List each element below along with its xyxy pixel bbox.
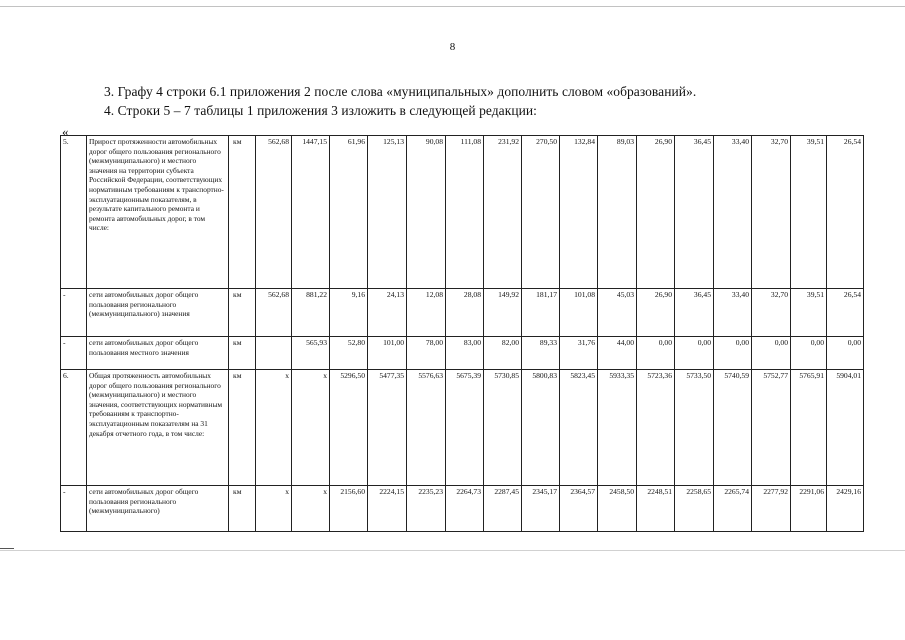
- value-cell: 2277,92: [752, 486, 791, 532]
- value-cell: 0,00: [752, 337, 791, 370]
- value-cell: 270,50: [522, 136, 560, 289]
- value-cell: 2265,74: [714, 486, 752, 532]
- value-cell: 5765,91: [791, 370, 827, 486]
- value-cell: [256, 337, 292, 370]
- value-cell: 101,00: [368, 337, 407, 370]
- scan-edge-bottom: [0, 550, 905, 551]
- value-cell: 0,00: [637, 337, 675, 370]
- value-cell: 31,76: [560, 337, 598, 370]
- value-cell: 36,45: [675, 289, 714, 337]
- value-cell: 0,00: [714, 337, 752, 370]
- value-cell: 181,17: [522, 289, 560, 337]
- row-description: Прирост протяженности автомобильных дорог общего пользования регионального (межмуниципального) и местного значения на территории субъекта Российской Федерации, соответствующих нормативным требованиям к транспортно-эксплуатационным показателям, в результате капитального ремонта и ремонта автомобильных дорог, в том числе:: [87, 136, 229, 289]
- value-cell: 5752,77: [752, 370, 791, 486]
- value-cell: х: [292, 370, 330, 486]
- value-cell: 132,84: [560, 136, 598, 289]
- indicator-table: [60, 135, 864, 532]
- value-cell: 125,13: [368, 136, 407, 289]
- value-cell: 5740,59: [714, 370, 752, 486]
- value-cell: 32,70: [752, 136, 791, 289]
- value-cell: 149,92: [484, 289, 522, 337]
- value-cell: 2291,06: [791, 486, 827, 532]
- value-cell: 5800,83: [522, 370, 560, 486]
- value-cell: 562,68: [256, 136, 292, 289]
- value-cell: 26,54: [827, 136, 864, 289]
- row-index: 5.: [61, 136, 87, 289]
- value-cell: 9,16: [330, 289, 368, 337]
- value-cell: 2458,50: [598, 486, 637, 532]
- value-cell: х: [292, 486, 330, 532]
- value-cell: 2287,45: [484, 486, 522, 532]
- value-cell: 28,08: [446, 289, 484, 337]
- value-cell: 101,08: [560, 289, 598, 337]
- value-cell: 83,00: [446, 337, 484, 370]
- page-number: 8: [449, 41, 456, 53]
- value-cell: 26,90: [637, 136, 675, 289]
- value-cell: 111,08: [446, 136, 484, 289]
- value-cell: 89,33: [522, 337, 560, 370]
- value-cell: 2258,65: [675, 486, 714, 532]
- value-cell: 33,40: [714, 289, 752, 337]
- table-row: [61, 289, 864, 337]
- row-description: сети автомобильных дорог общего пользования местного значения: [87, 337, 229, 370]
- scan-edge-top: [0, 6, 905, 7]
- value-cell: 565,93: [292, 337, 330, 370]
- row-index: -: [61, 289, 87, 337]
- row-description: сети автомобильных дорог общего пользования регионального (межмуниципального): [87, 486, 229, 532]
- value-cell: 2264,73: [446, 486, 484, 532]
- value-cell: 0,00: [827, 337, 864, 370]
- row-unit: км: [229, 136, 256, 289]
- table-row: [61, 337, 864, 370]
- value-cell: 24,13: [368, 289, 407, 337]
- value-cell: 5723,36: [637, 370, 675, 486]
- value-cell: 26,54: [827, 289, 864, 337]
- value-cell: 5477,35: [368, 370, 407, 486]
- row-index: 6.: [61, 370, 87, 486]
- paragraph-4: 4. Строки 5 – 7 таблицы 1 приложения 3 изложить в следующей редакции:: [104, 103, 537, 118]
- value-cell: 52,80: [330, 337, 368, 370]
- value-cell: 5933,35: [598, 370, 637, 486]
- value-cell: 2156,60: [330, 486, 368, 532]
- value-cell: 5296,50: [330, 370, 368, 486]
- table-row: [61, 136, 864, 289]
- scan-mark-left: [0, 548, 14, 549]
- value-cell: 44,00: [598, 337, 637, 370]
- value-cell: х: [256, 370, 292, 486]
- value-cell: 0,00: [791, 337, 827, 370]
- value-cell: 231,92: [484, 136, 522, 289]
- value-cell: 562,68: [256, 289, 292, 337]
- table-row: [61, 486, 864, 532]
- table-row: [61, 370, 864, 486]
- paragraph-3: 3. Графу 4 строки 6.1 приложения 2 после слова «муниципальных» дополнить словом «образований».: [104, 84, 697, 99]
- value-cell: 2345,17: [522, 486, 560, 532]
- row-unit: км: [229, 370, 256, 486]
- value-cell: 2224,15: [368, 486, 407, 532]
- row-description: сети автомобильных дорог общего пользования регионального (межмуниципального) значения: [87, 289, 229, 337]
- value-cell: 2364,57: [560, 486, 598, 532]
- value-cell: 2248,51: [637, 486, 675, 532]
- row-description: Общая протяженность автомобильных дорог общего пользования регионального (межмуниципального) и местного значения, соответствующих нормативным требованиям к транспортно-эксплуатационным показателям на 31 декабря отчетного года, в том числе:: [87, 370, 229, 486]
- value-cell: 5576,63: [407, 370, 446, 486]
- value-cell: х: [256, 486, 292, 532]
- value-cell: 33,40: [714, 136, 752, 289]
- value-cell: 5730,85: [484, 370, 522, 486]
- value-cell: 0,00: [675, 337, 714, 370]
- value-cell: 61,96: [330, 136, 368, 289]
- row-unit: км: [229, 486, 256, 532]
- value-cell: 45,03: [598, 289, 637, 337]
- value-cell: 2429,16: [827, 486, 864, 532]
- value-cell: 5675,39: [446, 370, 484, 486]
- value-cell: 78,00: [407, 337, 446, 370]
- value-cell: 39,51: [791, 289, 827, 337]
- row-index: -: [61, 486, 87, 532]
- value-cell: 2235,23: [407, 486, 446, 532]
- opening-quote: «: [62, 124, 69, 139]
- value-cell: 89,03: [598, 136, 637, 289]
- row-unit: км: [229, 337, 256, 370]
- value-cell: 36,45: [675, 136, 714, 289]
- value-cell: 12,08: [407, 289, 446, 337]
- value-cell: 881,22: [292, 289, 330, 337]
- value-cell: 1447,15: [292, 136, 330, 289]
- value-cell: 82,00: [484, 337, 522, 370]
- value-cell: 5904,01: [827, 370, 864, 486]
- value-cell: 26,90: [637, 289, 675, 337]
- value-cell: 5733,50: [675, 370, 714, 486]
- row-unit: км: [229, 289, 256, 337]
- value-cell: 39,51: [791, 136, 827, 289]
- row-index: -: [61, 337, 87, 370]
- value-cell: 90,08: [407, 136, 446, 289]
- value-cell: 5823,45: [560, 370, 598, 486]
- value-cell: 32,70: [752, 289, 791, 337]
